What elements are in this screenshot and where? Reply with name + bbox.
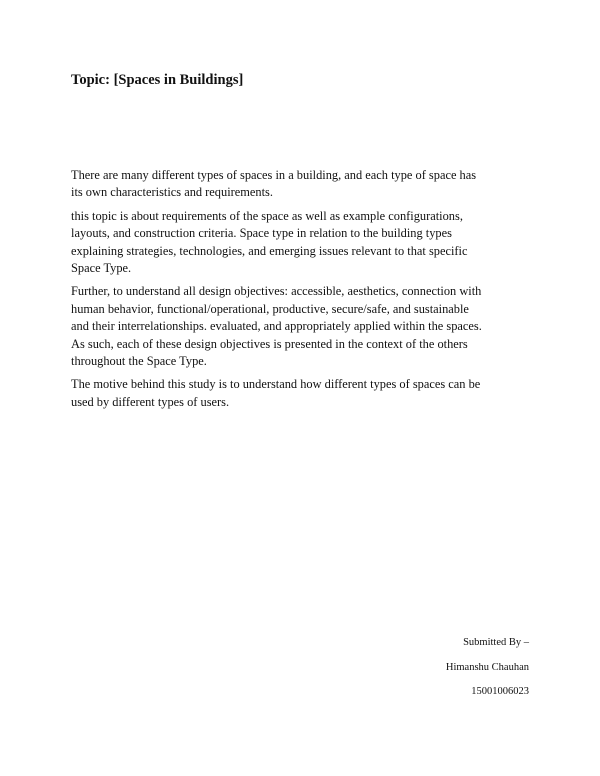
paragraph-line: As such, each of these design objectives is presented in the context of the others [71, 336, 468, 351]
paragraph-line: this topic is about requirements of the space as well as example configurations, [71, 208, 463, 223]
paragraph-line: and their interrelationships. evaluated, and appropriately applied within the spaces. [71, 319, 482, 334]
signature-block [446, 636, 529, 710]
paragraph-2 [71, 208, 533, 278]
paragraph-3 [71, 283, 533, 370]
page-title: Topic: [Spaces in Buildings] [71, 72, 244, 88]
paragraph-line: throughout the Space Type. [71, 354, 207, 369]
paragraph-line: Further, to understand all design objectives: accessible, aesthetics, connection with [71, 284, 482, 299]
paragraph-line: Space Type. [71, 261, 132, 276]
paragraph-4 [71, 376, 533, 411]
paragraph-line: The motive behind this study is to understand how different types of spaces can be [71, 377, 481, 392]
paragraph-line: explaining strategies, technologies, and emerging issues relevant to that specific [71, 243, 468, 258]
paragraph-1 [71, 167, 533, 202]
body-text [71, 167, 533, 417]
author-id: 15001006023 [471, 686, 529, 697]
submitted-by-label: Submitted By – [463, 637, 529, 648]
paragraph-line: There are many different types of spaces in a building, and each type of space has [71, 168, 477, 182]
author-name: Himanshu Chauhan [445, 661, 529, 673]
paragraph-line: human behavior, functional/operational, productive, secure/safe, and sustainable [71, 301, 469, 316]
paragraph-line: layouts, and construction criteria. Space type in relation to the building types [71, 226, 452, 241]
paragraph-line: its own characteristics and requirements. [71, 185, 273, 200]
paragraph-line: used by different types of users. [71, 394, 230, 409]
